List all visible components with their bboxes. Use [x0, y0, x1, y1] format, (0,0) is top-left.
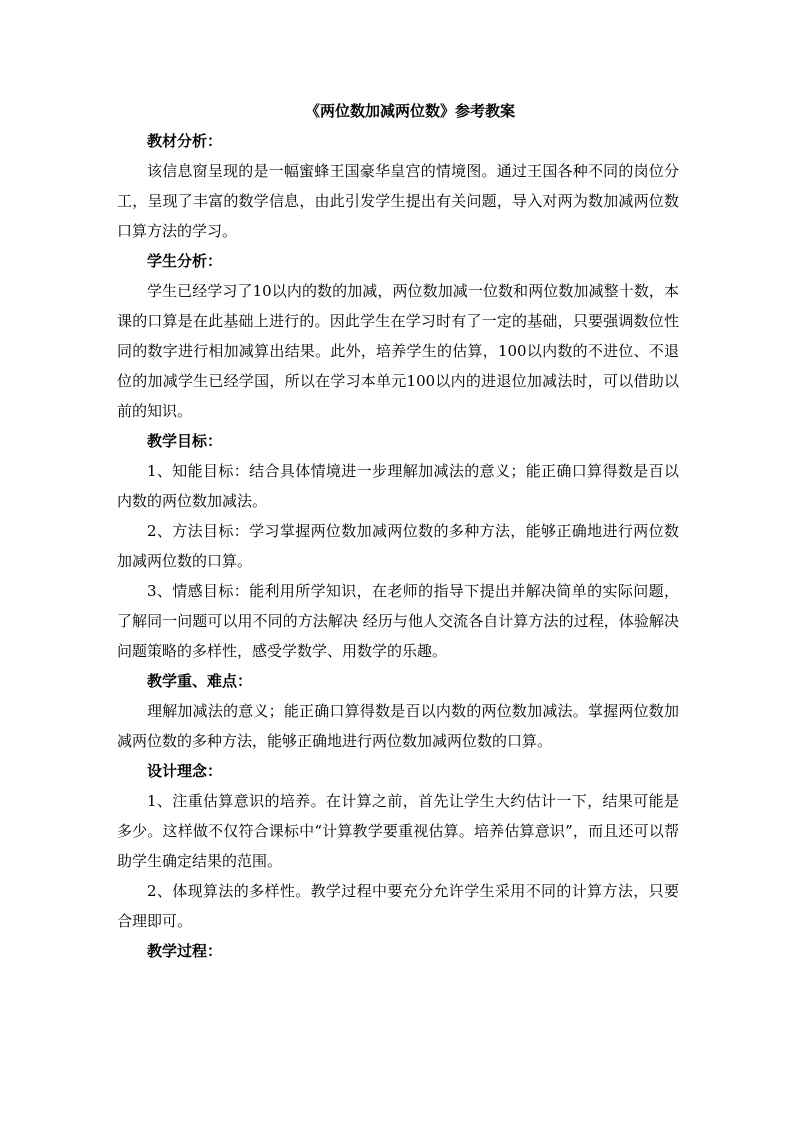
- design-concept-2: 2、体现算法的多样性。教学过程中要充分允许学生采用不同的计算方法，只要合理即可。: [117, 882, 679, 930]
- document-title: 《两位数加减两位数》参考教案: [304, 102, 515, 120]
- student-analysis-heading: 学生分析：: [147, 252, 223, 270]
- design-concept-heading: 设计理念：: [147, 762, 223, 780]
- teaching-goals-heading: 教学目标：: [147, 432, 223, 450]
- material-analysis-heading: 教材分析：: [147, 132, 223, 150]
- document-page: [117, 96, 679, 966]
- material-analysis-text: 该信息窗呈现的是一幅蜜蜂王国豪华皇宫的情境图。通过王国各种不同的岗位分工，呈现了丰富的数学信息，由此引发学生提出有关问题，导入对两为数加减两位数口算方法的学习。: [117, 162, 679, 240]
- key-difficult-points-heading: 教学重、难点：: [147, 672, 253, 690]
- teaching-goal-2: 2、方法目标：学习掌握两位数加减两位数的多种方法，能够正确地进行两位数加减两位数的口算。: [117, 522, 679, 570]
- key-difficult-points-text: 理解加减法的意义；能正确口算得数是百以内数的两位数加减法。掌握两位数加减两位数的多种方法，能够正确地进行两位数加减两位数的口算。: [117, 702, 679, 750]
- design-concept-1: 1、注重估算意识的培养。在计算之前，首先让学生大约估计一下，结果可能是多少。这样做不仅符合课标中“计算教学要重视估算。培养估算意识”，而且还可以帮助学生确定结果的范围。: [117, 792, 679, 870]
- teaching-goal-3: 3、情感目标：能利用所学知识，在老师的指导下提出并解决简单的实际问题，了解同一问题可以用不同的方法解决 经历与他人交流各自计算方法的过程，体验解决问题策略的多样性，感受学数学、用数学的乐趣。: [117, 582, 679, 660]
- teaching-process-heading: 教学过程：: [147, 942, 223, 960]
- teaching-goal-1: 1、知能目标：结合具体情境进一步理解加减法的意义；能正确口算得数是百以内数的两位数加减法。: [117, 462, 679, 510]
- student-analysis-text: 学生已经学习了10以内的数的加减，两位数加减一位数和两位数加减整十数，本课的口算是在此基础上进行的。因此学生在学习时有了一定的基础，只要强调数位性同的数字进行相加减算出结果。此外，培养学生的估算，100以内数的不进位、不退位的加减学生已经学国，所以在学习本单元100以内的进退位加减法时，可以借助以前的知识。: [117, 282, 679, 420]
